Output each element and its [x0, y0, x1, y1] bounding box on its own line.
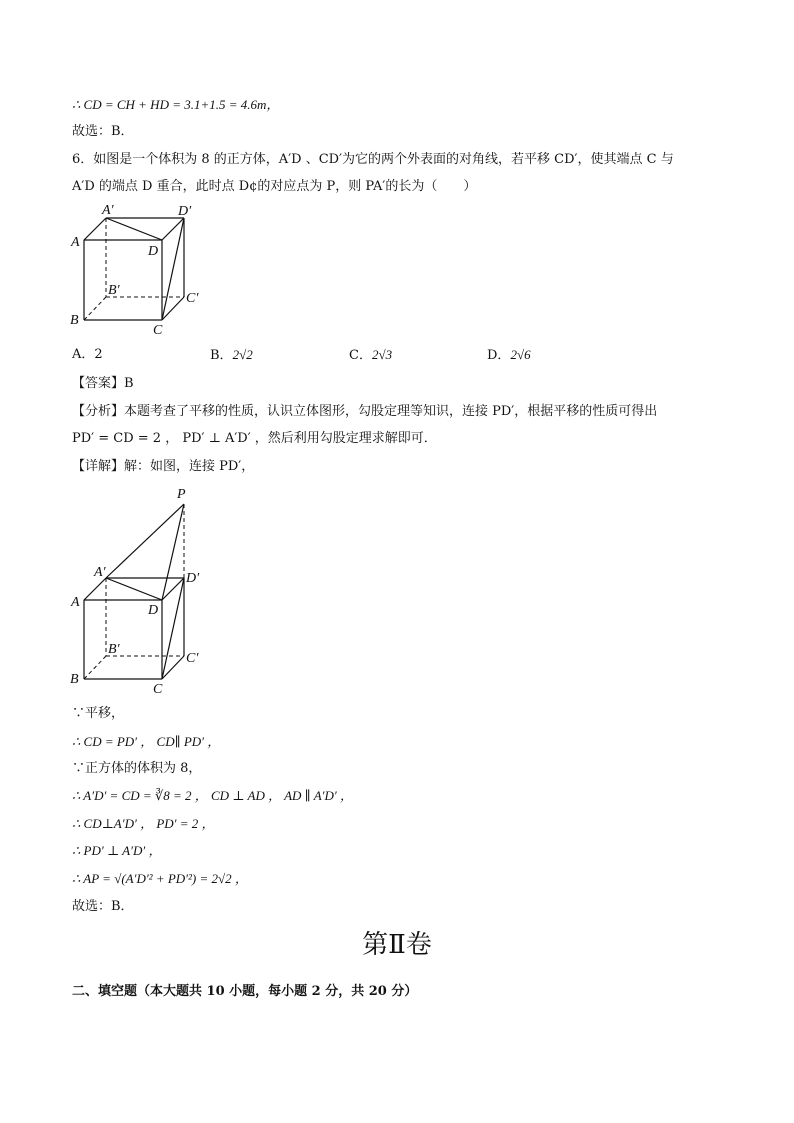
- label-c-prime: C′: [186, 291, 199, 306]
- cube-with-p-figure: [66, 482, 226, 697]
- label-d-prime-2: D′: [186, 571, 200, 586]
- q5-answer: 故选：B．: [72, 124, 134, 139]
- step-6: ∴ PD′ ⊥ A′D′ ，: [72, 843, 162, 858]
- label-b-2: B: [70, 672, 79, 687]
- option-a: A．2: [72, 347, 103, 362]
- step-4: ∴ A′D′ = CD = ∛8 = 2 ， CD ⊥ AD ， AD ∥ A′D′ ，: [72, 788, 353, 803]
- label-a: A: [71, 235, 80, 250]
- label-a-prime: A′: [102, 203, 114, 218]
- label-c: C: [153, 323, 163, 338]
- label-d-2: D: [148, 603, 159, 618]
- step-1: ∵平移，: [72, 706, 125, 721]
- q6-stem-line1: 6．如图是一个体积为 8 的正方体，A′D 、CD′为它的两个外表面的对角线，若平移 CD′，使其端点 C 与: [72, 152, 674, 167]
- option-b: B．2√2: [210, 347, 253, 363]
- q6-answer: 【答案】B: [72, 376, 134, 391]
- label-d-prime: D′: [178, 204, 192, 219]
- label-b-prime: B′: [108, 283, 120, 298]
- label-d: D: [148, 244, 159, 259]
- cube-figure: [66, 200, 216, 340]
- step-7: ∴ AP = √(A′D′² + PD′²) = 2√2 ，: [72, 871, 248, 886]
- label-p: P: [177, 487, 186, 502]
- label-b: B: [70, 313, 79, 328]
- label-c-2: C: [153, 682, 163, 697]
- step-5: ∴ CD⊥A′D′ ， PD′ = 2 ，: [72, 816, 215, 831]
- section-title: 第Ⅱ卷: [362, 930, 432, 960]
- q5-calculation: ∴ CD = CH + HD = 3.1+1.5 = 4.6m，: [72, 97, 280, 112]
- label-a-2: A: [71, 595, 80, 610]
- label-c-prime-2: C′: [186, 651, 199, 666]
- q6-stem-line2: A′D 的端点 D 重合，此时点 D¢的对应点为 P，则 PA′的长为（ ）: [72, 179, 477, 194]
- q6-analysis-line1: 【分析】本题考查了平移的性质，认识立体图形，勾股定理等知识，连接 PD′，根据平移的性质可得出: [72, 404, 658, 419]
- step-8-answer: 故选：B．: [72, 899, 134, 914]
- option-c: C．2√3: [349, 347, 393, 363]
- option-d: D．2√6: [487, 347, 531, 363]
- step-3: ∵正方体的体积为 8，: [72, 761, 202, 776]
- q6-analysis-line2: PD′ = CD = 2 ， PD′ ⊥ A′D′ ，然后利用勾股定理求解即可．: [72, 431, 437, 446]
- label-a-prime-2: A′: [94, 565, 106, 580]
- label-b-prime-2: B′: [108, 642, 120, 657]
- fill-blank-header: 二、填空题（本大题共 10 小题，每小题 2 分，共 20 分）: [72, 984, 418, 999]
- q6-detail-intro: 【详解】解：如图，连接 PD′，: [72, 459, 255, 474]
- step-2: ∴ CD = PD′ ， CD∥ PD′ ，: [72, 734, 221, 749]
